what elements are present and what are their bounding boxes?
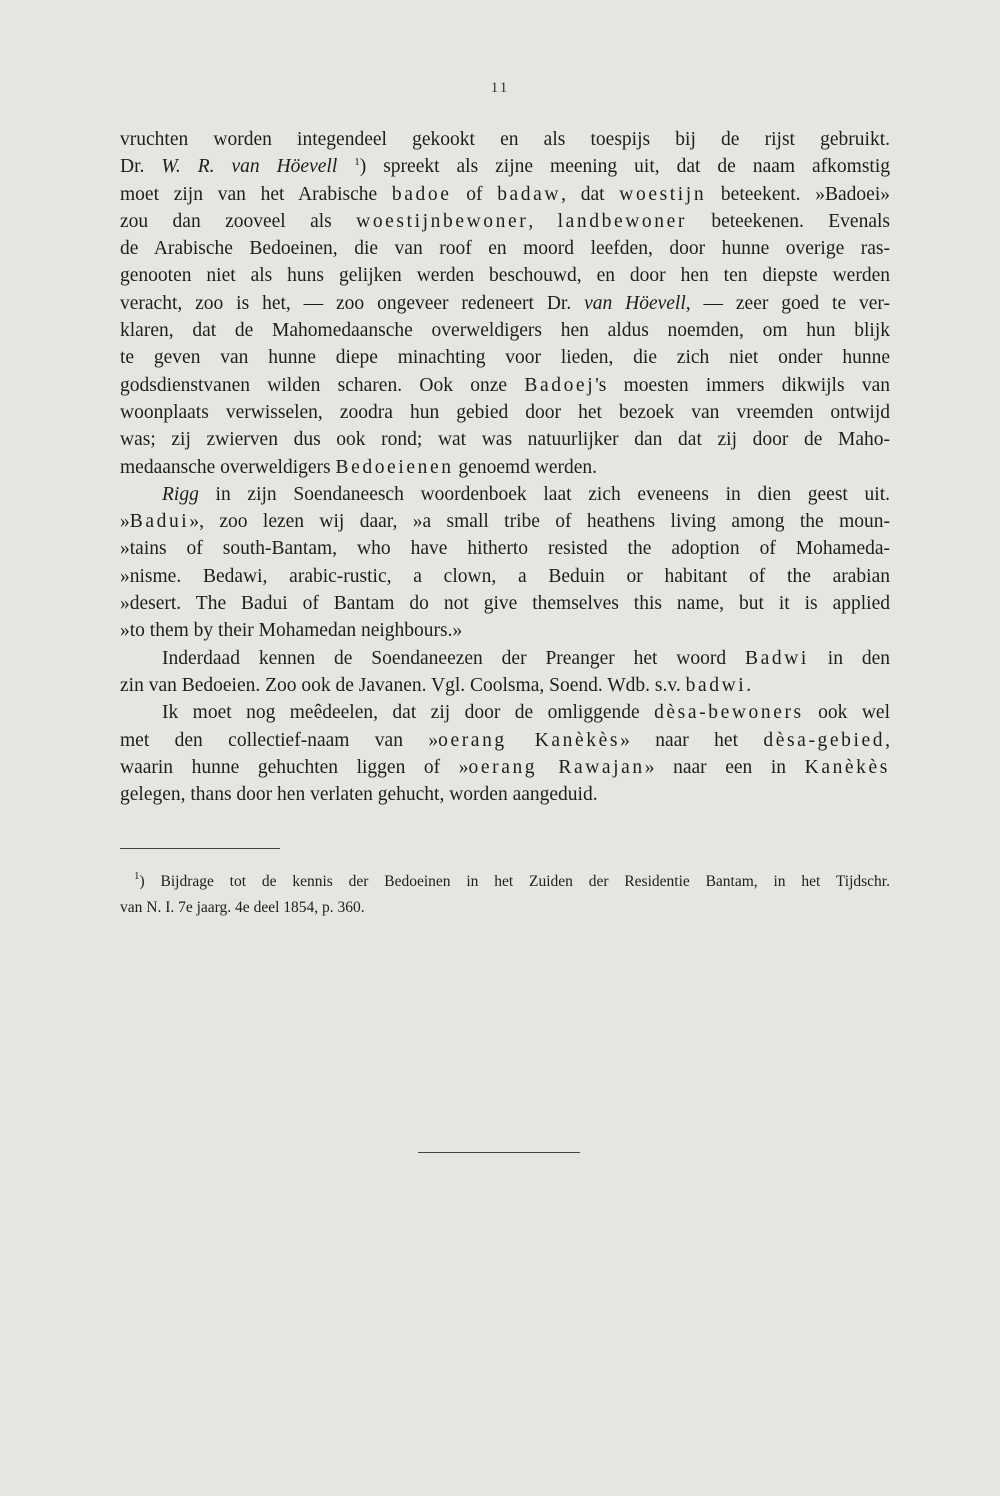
text-run: was; zij zwierven dus ook rond; wat was natuurlijker dan dat zij door de Maho- — [120, 429, 890, 451]
text-run: in zijn Soendaneesch woordenboek laat zich eveneens in dien geest uit. — [198, 483, 890, 505]
spaced-text: badwi — [685, 674, 747, 696]
footnote-marker: 1 — [354, 156, 360, 169]
text-line — [120, 590, 890, 617]
text-line — [120, 895, 890, 921]
text-run: of — [451, 183, 498, 205]
text-run: moet zijn van het Arabische — [120, 183, 392, 205]
text-line — [120, 317, 890, 344]
text-run: met den collectief-naam van » — [120, 729, 439, 751]
text-run: », zoo lezen wij daar, »a small tribe of heathens living among the moun- — [189, 511, 890, 533]
text-run: klaren, dat de Mahomedaansche overweldigers hen aldus noemden, om hun blijk — [120, 320, 890, 342]
text-run: , dat — [561, 183, 620, 205]
spaced-text: Bedoeienen — [335, 456, 454, 478]
footnote-rule — [120, 848, 280, 849]
text-line — [120, 126, 890, 153]
text-run: beteekenen. Evenals — [686, 210, 890, 232]
text-run: »to them by their Mohamedan neighbours.» — [120, 620, 463, 642]
text-run: vruchten worden integendeel gekookt en als toespijs bij de rijst gebruikt. — [120, 129, 890, 150]
text-line — [120, 454, 890, 481]
text-line — [120, 672, 890, 699]
text-run — [337, 156, 354, 177]
spaced-text: Badui — [129, 511, 190, 533]
text-run: Dr. — [120, 156, 162, 178]
footnotes — [120, 869, 890, 921]
text-line — [120, 153, 890, 180]
spaced-text: badaw — [497, 183, 562, 205]
text-run: genooten niet als huns gelijken werden beschouwd, en door hen ten diepste werden — [120, 265, 890, 287]
text-line — [120, 869, 890, 895]
spaced-text: oerang Kanèkès — [438, 729, 621, 751]
text-line — [120, 344, 890, 371]
text-run: Ik moet nog meêdeelen, dat zij door de omliggende — [162, 702, 655, 724]
text-run: in den — [808, 647, 890, 669]
text-line — [120, 426, 890, 453]
text-run: medaansche overweldigers — [120, 456, 336, 478]
text-line — [120, 290, 890, 317]
text-run: »nisme. Bedawi, arabic-rustic, a clown, a Beduin or habitant of the arabian — [120, 565, 890, 587]
text-line — [120, 399, 890, 426]
text-run: ) spreekt als zijne meening uit, dat de naam afkomstig — [359, 156, 890, 178]
body-text — [120, 126, 890, 808]
spaced-text: Kanèkès — [804, 756, 890, 778]
text-line — [120, 181, 890, 208]
page-number: 11 — [490, 80, 510, 96]
text-run: veracht, zoo is het, — zoo ongeveer redeneert Dr. — [120, 292, 585, 314]
text-run: . — [746, 674, 752, 696]
text-run: »desert. The Badui of Bantam do not give themselves this name, but it is applied — [120, 593, 890, 615]
spaced-text: oerang Rawajan — [468, 756, 645, 778]
text-line — [120, 535, 890, 562]
text-line — [120, 754, 890, 781]
text-run: genoemd werden. — [453, 456, 598, 478]
spaced-text: dèsa-bewoners — [654, 702, 804, 724]
text-line — [120, 563, 890, 590]
paragraph — [120, 699, 890, 808]
text-line — [120, 372, 890, 399]
text-run: ook wel — [803, 702, 890, 724]
footnote — [120, 869, 890, 921]
footnote-marker: 1 — [134, 870, 140, 882]
text-line — [120, 699, 890, 726]
italic-text: van Höevell — [584, 292, 686, 314]
text-run: zou dan zooveel als — [120, 210, 357, 232]
text-line — [120, 208, 890, 235]
text-run: » naar een in — [644, 756, 805, 778]
paragraph — [120, 481, 890, 645]
text-run: , — zeer goed te ver- — [685, 292, 890, 314]
end-rule — [418, 1152, 580, 1153]
text-run: » — [120, 511, 130, 533]
text-run: te geven van hunne diepe minachting voor lieden, die zich niet onder hunne — [120, 347, 890, 369]
text-run: , — [885, 729, 890, 751]
spaced-text: Badoej — [524, 374, 596, 396]
italic-text: Rigg — [162, 483, 199, 505]
text-run: beteekent. »Badoei» — [706, 183, 890, 205]
text-line — [120, 262, 890, 289]
spaced-text: woestijnbewoner — [356, 210, 529, 232]
text-line — [120, 508, 890, 535]
text-run: ) Bijdrage tot de kennis der Bedoeinen in het Zuiden der Residentie Bantam, in het Tijdschr. — [139, 873, 890, 890]
text-run: waarin hunne gehuchten liggen of » — [120, 756, 469, 778]
text-run: woonplaats verwisselen, zoodra hun gebied door het bezoek van vreemden ontwijd — [120, 401, 890, 423]
text-run: godsdienstvanen wilden scharen. Ook onze — [120, 374, 525, 396]
text-run: 's moesten immers dikwijls van — [595, 374, 890, 396]
text-run: , — [528, 210, 558, 232]
italic-text: W. R. van Höevell — [161, 156, 338, 178]
text-line — [120, 617, 890, 644]
paragraph — [120, 645, 890, 700]
text-run: zin van Bedoeien. Zoo ook de Javanen. Vgl. Coolsma, Soend. Wdb. s.v. — [120, 674, 686, 696]
text-line — [120, 727, 890, 754]
text-line — [120, 481, 890, 508]
text-line — [120, 645, 890, 672]
spaced-text: landbewoner — [557, 210, 687, 232]
text-line — [120, 781, 890, 808]
text-run: de Arabische Bedoeinen, die van roof en moord leefden, door hunne overige ras- — [120, 238, 890, 260]
spaced-text: dèsa-gebied — [763, 729, 886, 751]
spaced-text: Badwi — [745, 647, 809, 669]
text-line — [120, 235, 890, 262]
spaced-text: badoe — [391, 183, 452, 205]
text-run: » naar het — [620, 729, 764, 751]
text-run: van N. I. 7e jaarg. 4e deel 1854, p. 360. — [120, 899, 365, 916]
spaced-text: woestijn — [619, 183, 707, 205]
text-run: »tains of south-Bantam, who have hitherto resisted the adoption of Mohameda- — [120, 538, 890, 560]
paragraph — [120, 126, 890, 481]
text-run: Inderdaad kennen de Soendaneezen der Preanger het woord — [162, 647, 745, 669]
text-run: gelegen, thans door hen verlaten gehucht, worden aangeduid. — [120, 784, 598, 806]
